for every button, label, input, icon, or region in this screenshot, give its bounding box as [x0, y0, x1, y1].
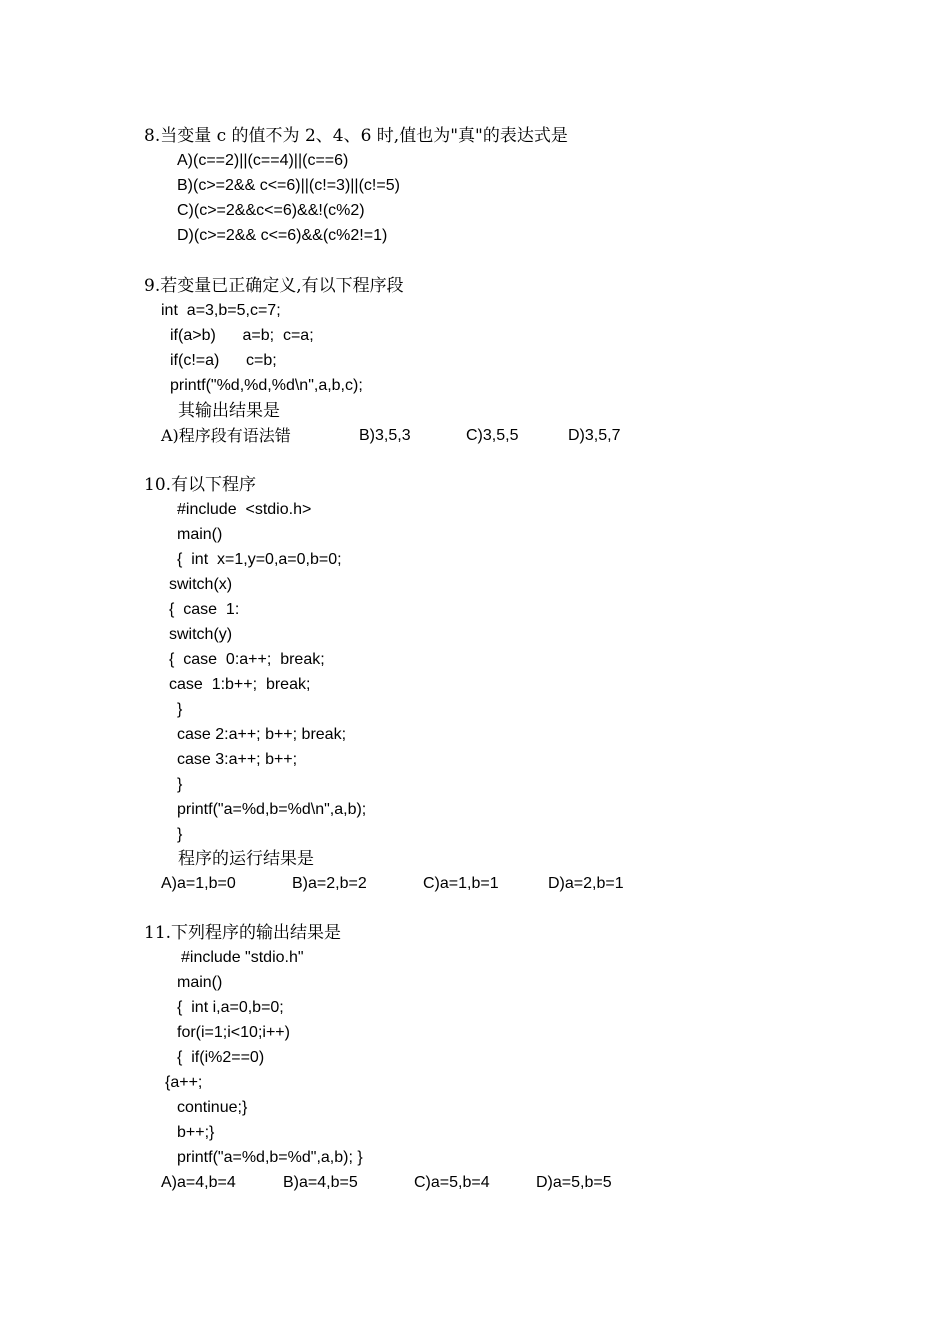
question-10-code-line: { case 1:	[169, 601, 240, 618]
question-9-code-line: printf("%d,%d,%d\n",a,b,c);	[170, 377, 363, 394]
question-10-code-line: }	[177, 701, 183, 718]
question-9-option-c: C)3,5,5	[466, 427, 519, 444]
question-10-option-d: D)a=2,b=1	[548, 875, 624, 892]
question-8-option-b: B)(c>=2&& c<=6)||(c!=3)||(c!=5)	[177, 177, 400, 194]
question-8-stem: 8.当变量 c 的值不为 2、4、6 时,值也为"真"的表达式是	[144, 126, 568, 146]
question-9-code-line: if(c!=a) c=b;	[170, 352, 277, 369]
question-10-code-line: }	[177, 776, 183, 793]
question-9-code-line: if(a>b) a=b; c=a;	[170, 327, 314, 344]
question-10-code-line: case 3:a++; b++;	[177, 751, 298, 768]
question-10-stem: 10.有以下程序	[144, 475, 257, 495]
question-10-code-line: #include <stdio.h>	[177, 501, 312, 518]
question-11-code-line: #include "stdio.h"	[181, 949, 304, 966]
question-11-option-b: B)a=4,b=5	[283, 1174, 358, 1191]
question-9-code-line: int a=3,b=5,c=7;	[161, 302, 281, 319]
question-10-option-c: C)a=1,b=1	[423, 875, 499, 892]
question-8-option-c: C)(c>=2&&c<=6)&&!(c%2)	[177, 202, 365, 219]
question-10-code-line: main()	[177, 526, 223, 543]
question-8-option-d: D)(c>=2&& c<=6)&&(c%2!=1)	[177, 227, 388, 244]
question-11-code-line: continue;}	[177, 1099, 248, 1116]
question-11-option-c: C)a=5,b=4	[414, 1174, 490, 1191]
question-11-code-line: { int i,a=0,b=0;	[177, 999, 284, 1016]
question-9-stem: 9.若变量已正确定义,有以下程序段	[144, 276, 404, 296]
question-9-prompt: 其输出结果是	[178, 401, 280, 421]
question-10-prompt: 程序的运行结果是	[178, 849, 314, 869]
question-10-option-b: B)a=2,b=2	[292, 875, 367, 892]
question-10-code-line: case 1:b++; break;	[169, 676, 311, 693]
question-10-option-a: A)a=1,b=0	[161, 875, 236, 892]
question-10-code-line: { int x=1,y=0,a=0,b=0;	[177, 551, 342, 568]
question-10-code-line: { case 0:a++; break;	[169, 651, 325, 668]
question-11-code-line: printf("a=%d,b=%d",a,b); }	[177, 1149, 363, 1166]
question-9-option-a: A)程序段有语法错	[161, 426, 291, 445]
question-11-stem: 11.下列程序的输出结果是	[144, 923, 342, 943]
question-8-option-a: A)(c==2)||(c==4)||(c==6)	[177, 152, 349, 169]
question-10-code-line: printf("a=%d,b=%d\n",a,b);	[177, 801, 367, 818]
question-11-code-line: { if(i%2==0)	[177, 1049, 265, 1066]
question-10-code-line: switch(y)	[169, 626, 233, 643]
question-11-code-line: b++;}	[177, 1124, 215, 1141]
question-10-code-line: case 2:a++; b++; break;	[177, 726, 347, 743]
question-10-code-line: }	[177, 826, 183, 843]
question-11-option-a: A)a=4,b=4	[161, 1174, 236, 1191]
question-11-code-line: {a++;	[165, 1074, 203, 1091]
question-11-code-line: main()	[177, 974, 223, 991]
question-9-option-b: B)3,5,3	[359, 427, 411, 444]
question-11-code-line: for(i=1;i<10;i++)	[177, 1024, 290, 1041]
question-10-code-line: switch(x)	[169, 576, 233, 593]
question-9-option-d: D)3,5,7	[568, 427, 621, 444]
question-11-option-d: D)a=5,b=5	[536, 1174, 612, 1191]
